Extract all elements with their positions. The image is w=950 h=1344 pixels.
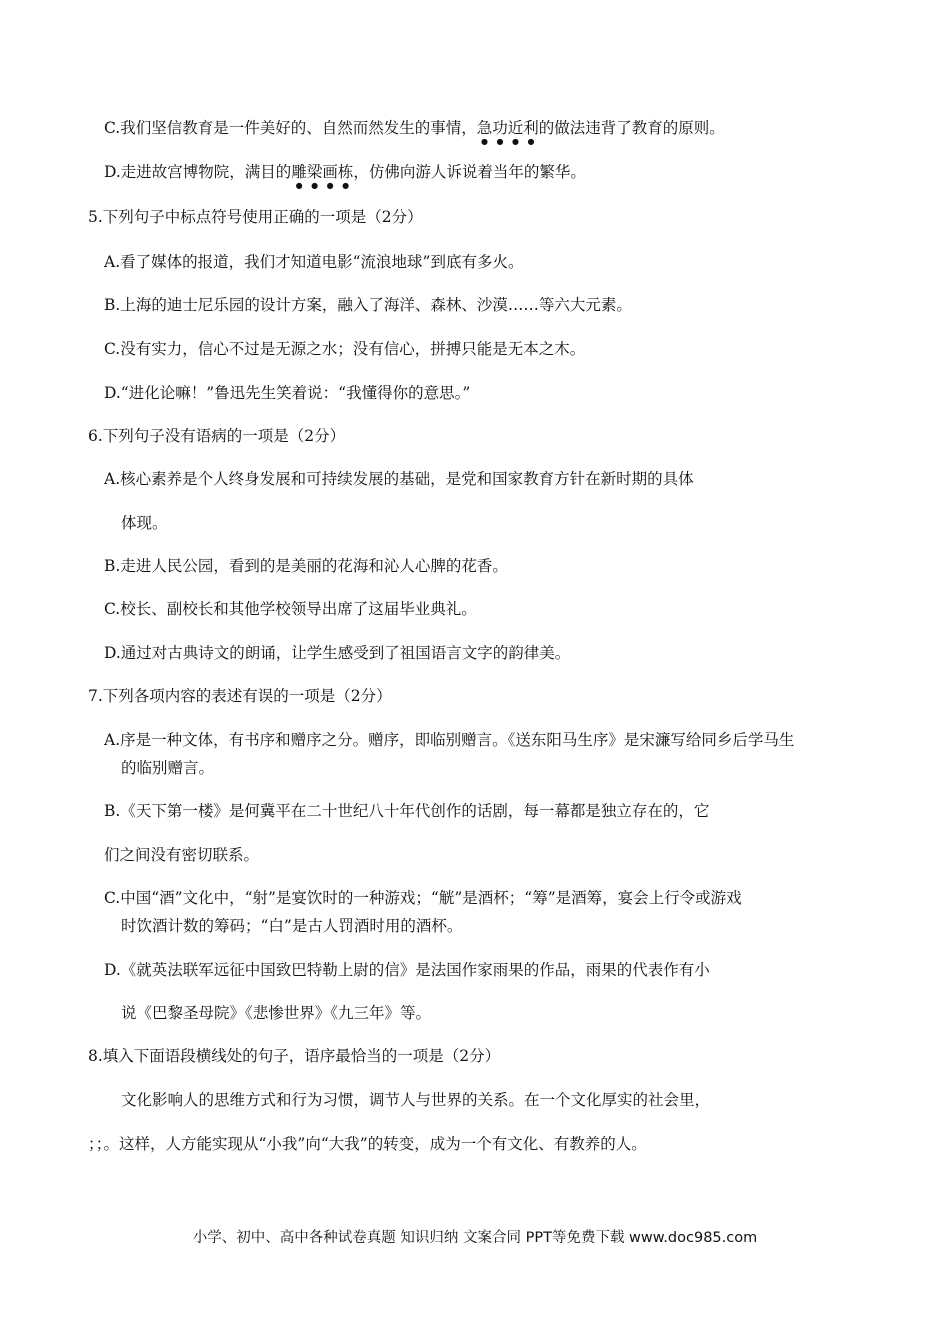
q4-option-c [104, 117, 725, 146]
q5-option-d: D.“进化论嘛！”鲁迅先生笑着说：“我懂得你的意思。” [104, 384, 471, 402]
q6-option-a-line2: 体现。 [121, 514, 168, 532]
q8-paragraph-line1: 文化影响人的思维方式和行为习惯，调节人与世界的关系。在一个文化厚实的社会里， [121, 1091, 711, 1109]
q6-option-a-line1: A.核心素养是个人终身发展和可持续发展的基础，是党和国家教育方针在新时期的具体 [104, 470, 694, 488]
q5-option-c: C.没有实力，信心不过是无源之水；没有信心，拼搏只能是无本之木。 [104, 340, 586, 358]
q6-stem: 6.下列句子没有语病的一项是（2分） [88, 427, 346, 445]
q7-option-c-line1: C.中国“酒”文化中，“射”是宴饮时的一种游戏；“觥”是酒杯；“筹”是酒筹，宴会上行令或游戏 [104, 889, 742, 907]
q5-option-a: A.看了媒体的报道，我们才知道电影“流浪地球”到底有多火。 [104, 253, 524, 271]
q4-option-d-post: ，仿佛向游人诉说着当年的繁华。 [353, 163, 586, 181]
q4-option-d-emphasis: 雕梁画栋 [291, 163, 354, 181]
q6-option-d: D.通过对古典诗文的朗诵，让学生感受到了祖国语言文字的韵律美。 [104, 644, 571, 662]
q8-stem: 8.填入下面语段横线处的句子，语序最恰当的一项是（2分） [88, 1047, 501, 1065]
q5-stem: 5.下列句子中标点符号使用正确的一项是（2分） [88, 208, 423, 226]
q4-option-c-pre: C.我们坚信教育是一件美好的、自然而然发生的事情， [104, 119, 477, 137]
q6-option-b: B.走进人民公园，看到的是美丽的花海和沁人心脾的花香。 [104, 557, 508, 575]
q4-option-d [104, 161, 586, 190]
q5-option-b: B.上海的迪士尼乐园的设计方案，融入了海洋、森林、沙漠……等六大元素。 [104, 296, 632, 314]
q7-option-a-line2: 的临别赠言。 [121, 759, 215, 777]
q7-option-c-line2: 时饮酒计数的筹码；“白”是古人罚酒时用的酒杯。 [121, 917, 463, 935]
q7-stem: 7.下列各项内容的表述有误的一项是（2分） [88, 687, 392, 705]
page-footer: 小学、初中、高中各种试卷真题 知识归纳 文案合同 PPT等免费下载 www.doc985.com [192, 1230, 758, 1246]
q4-option-c-post: 的做法违背了教育的原则。 [538, 119, 725, 137]
q4-option-d-pre: D.走进故宫博物院，满目的 [104, 163, 292, 181]
q7-option-a-line1: A.序是一种文体，有书序和赠序之分。赠序，即临别赠言。《送东阳马生序》是宋濂写给同乡后学马生 [104, 731, 795, 749]
q8-paragraph-line2: ；；。这样，人方能实现从“小我”向“大我”的转变，成为一个有文化、有教养的人。 [88, 1135, 647, 1153]
q4-option-c-emphasis: 急功近利 [476, 119, 539, 137]
q6-option-c: C.校长、副校长和其他学校领导出席了这届毕业典礼。 [104, 600, 477, 618]
q7-option-d-line1: D.《就英法联军远征中国致巴特勒上尉的信》是法国作家雨果的作品，雨果的代表作有小 [104, 961, 710, 979]
q7-option-b-line2: 们之间没有密切联系。 [104, 846, 260, 864]
q7-option-b-line1: B.《天下第一楼》是何冀平在二十世纪八十年代创作的话剧，每一幕都是独立存在的，它 [104, 802, 710, 820]
q7-option-d-line2: 说《巴黎圣母院》《悲惨世界》《九三年》等。 [121, 1004, 432, 1022]
